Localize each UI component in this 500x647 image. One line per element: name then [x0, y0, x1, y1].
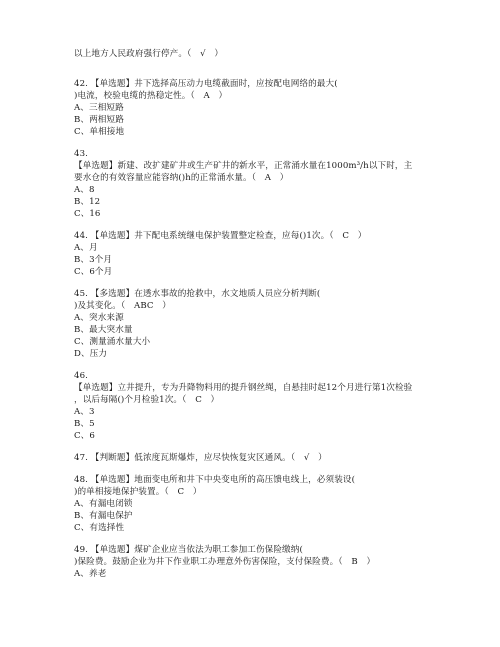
answer-option: A、有漏电闭锁	[74, 499, 133, 509]
answer-option: B、有漏电保护	[74, 511, 133, 521]
question-stem: 48. 【单选题】地面变电所和井下中央变电所的高压馈电线上，必须装设(	[74, 475, 356, 485]
question-stem-continued: 要水仓的有效容量应能容纳()h的正常涌水量。（ A ）	[74, 173, 289, 183]
question-block	[74, 474, 454, 534]
question-stem-continued: )电流，校验电缆的热稳定性。（ A ）	[74, 91, 228, 101]
question-stem-continued: 【单选题】新建、改扩建矿井或生产矿井的新水平，正常涌水量在1000m³/h以下时，主	[74, 161, 413, 171]
answer-option: A、月	[74, 243, 98, 253]
answer-option: A、突水来源	[74, 313, 124, 323]
question-list	[74, 78, 454, 580]
question-stem: 44. 【单选题】井下配电系统继电保护装置整定检查，应每()1次。（ C ）	[74, 231, 367, 241]
answer-option: C、6	[74, 431, 95, 441]
question-stem-continued: )保险费。鼓励企业为井下作业职工办理意外伤害保险，支付保险费。（ B ）	[74, 557, 376, 567]
question-block	[74, 452, 454, 464]
question-block	[74, 148, 454, 220]
answer-option: A、三相短路	[74, 103, 124, 113]
question-stem: 49. 【单选题】煤矿企业应当依法为职工参加工伤保险缴纳(	[74, 545, 303, 555]
question-stem: 45. 【多选题】在透水事故的抢救中，水文地质人员应分析判断(	[74, 289, 321, 299]
question-stem: 42. 【单选题】井下选择高压动力电缆截面时，应按配电网络的最大(	[74, 79, 338, 89]
answer-option: D、压力	[74, 349, 108, 359]
answer-option: C、6个月	[74, 267, 113, 277]
question-block	[74, 288, 454, 360]
question-block	[74, 78, 454, 138]
question-stem: 43.	[74, 149, 88, 159]
document-page	[74, 48, 454, 580]
answer-option: C、16	[74, 209, 101, 219]
answer-option: B、5	[74, 419, 95, 429]
question-block	[74, 370, 454, 442]
answer-option: B、两相短路	[74, 115, 124, 125]
answer-option: B、12	[74, 197, 101, 207]
question-block	[74, 230, 454, 278]
question-stem-continued: ，以后每隔()个月检验1次。（ C ）	[74, 395, 220, 405]
question-stem: 47. 【判断题】低浓度瓦斯爆炸，应尽快恢复灾区通风。（ √ ）	[74, 453, 327, 463]
answer-option: B、3个月	[74, 255, 113, 265]
question-stem-continued: )的单相接地保护装置。（ C ）	[74, 487, 202, 497]
answer-option: A、3	[74, 407, 95, 417]
question-block	[74, 544, 454, 580]
question-stem-continued: )及其变化。（ ABC ）	[74, 301, 171, 311]
answer-option: C、测量涌水量大小	[74, 337, 151, 347]
answer-option: C、有选择性	[74, 523, 125, 533]
answer-option: A、8	[74, 185, 95, 195]
question-stem: 46.	[74, 371, 88, 381]
lead-text: 以上地方人民政府强行停产。（ √ ）	[74, 49, 224, 59]
answer-option: B、最大突水量	[74, 325, 133, 335]
answer-option: A、养老	[74, 569, 107, 579]
question-stem-continued: 【单选题】立井提升，专为升降物料用的提升钢丝绳，自悬挂时起12个月进行第1次检验	[74, 383, 413, 393]
answer-option: C、单相接地	[74, 127, 125, 137]
